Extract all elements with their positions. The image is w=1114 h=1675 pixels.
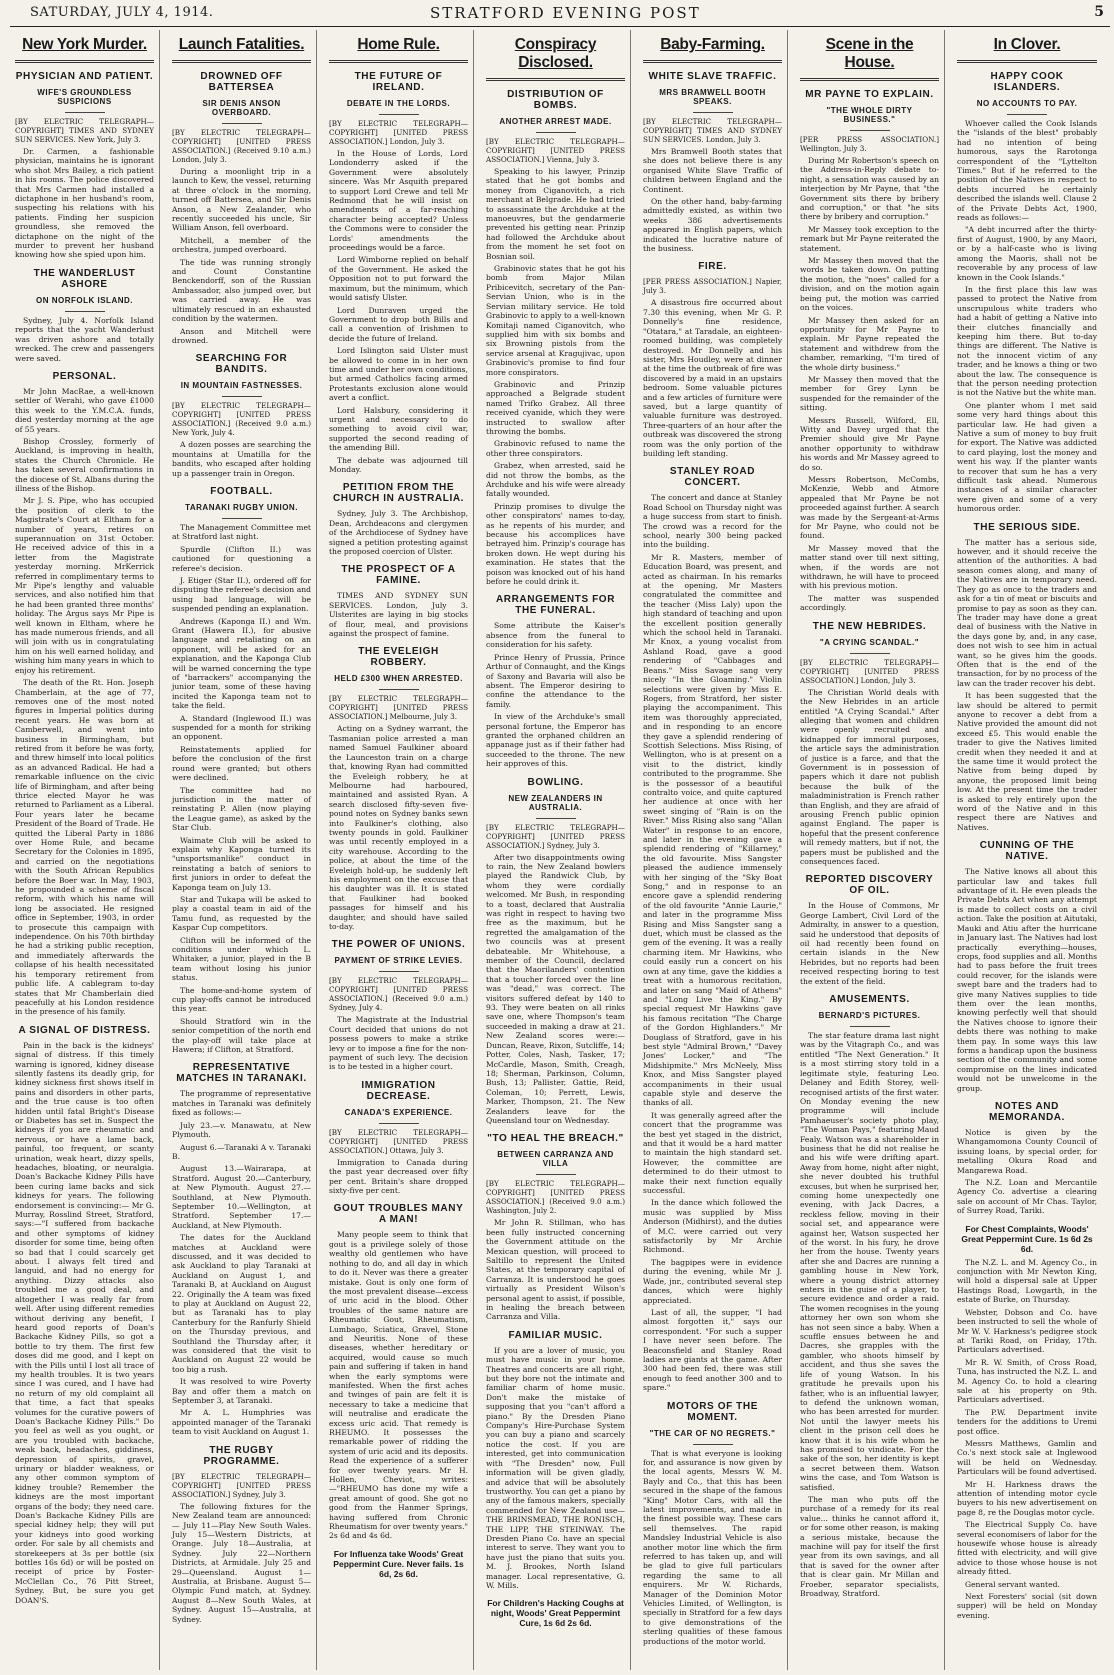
article-paragraph: Messrs Robertson, McCombs, McKenzie, Webb and Atmore appealed that Mr Payne be not proceeded against further. A search was made by the Sergeant-at-Arms for Mr Payne, who could not be found. — [800, 475, 939, 541]
section-divider — [379, 114, 419, 115]
section-heading: IMMIGRATION DECREASE. — [361, 1079, 436, 1102]
article-paragraph: TIMES AND SYDNEY SUN SERVICES. London, July 3. Ulsterites are laying in big stocks of flour, meal, and provisions against the prospect of famine. — [329, 591, 468, 639]
article-paragraph: Some attribute the Kaiser's absence from the funeral to consideration for his safety. — [486, 621, 625, 650]
article-paragraph: The N.Z. Loan and Mercantile Agency Co. advertise a clearing sale on account of Mr Chas. Taylor, of Surrey Road, Tariki. — [957, 1178, 1097, 1216]
article-paragraph: The matter has a serious side, however, and it should receive the attention of the authorities. A bad season comes along, and many of the Natives are in temporary need. They go as once to the traders and ask for a tin of meat or biscuits and promise to pay as soon as they can. The trader may have done a great deal of business with the Native in the days gone by, and, in any case, does not wish to see him in actual want, so he gives him the goods. Often that is the end of the transaction, for by no process of the law can the trader recover his debt. — [957, 537, 1097, 688]
sub-heading: SIR DENIS ANSON OVERBOARD. — [202, 99, 281, 117]
article-paragraph: Mr R. Masters, member of Education Board, was present, and acted as chairman. In his remarks at the opening, Mr Masters congratulated the committee and the teacher (Miss Laly) upon the high standard of teaching and upon the excellent position generally which the school held in Taranaki. Mr Knox, a young vocalist from Ashland Road, gave a good rendering of "Cabbages and Beans." Miss Savage sang very nicely "In the Gloaming." Violin selections were given by Miss E. Rogers, from Stratford, her sister playing the accompaniment. This item was thoroughly appreciated, and in responding to an encore they gave a splendid rendering of Scottish Selections. Miss Rising, of Wellington, who is at present on a visit to the district, kindly contributed to the programme. She is the possessor of a beautiful contralto voice, and quite captured her audience at once with her sweet singing of "Rain is on the River." Miss Rising also sang "Allan Water" in response to an encore, and later in the evening gave a splendid rendering of "Killarney," the old favourite. Miss Sangster pleased the audience immensely with her singing of the "Sky Boat Song," and in response to an encore gave a splendid rendering of the old favourite "Annie Laurie," and later in the programme Miss Rising and Miss Sangster sang a duet, which must be classed as the gem of the evening. It was a really charming item. Mr Hawkins, who could easily run a concert on his own at any time, gave the kiddies a treat with a humorous recitation, and later on sang "Maid of Athens" and "Long Live the King." By special request Mr Hawkins gave his famous recitation "The Charge of the Gordon Highlanders." Mr Douglass of Stratford, gave in his best style "Admiral Brown," "Davey Jones' Locker," and "The Midshipmite." Mrs McNeely, Miss Knox, and Miss Sangster played accompaniments in their usual capable style and deserve the thanks of all. — [643, 552, 782, 1108]
article-paragraph: "A debt incurred after the thirty-first of August, 1900, by any Maori, or by a half-caste who is living among the Maoris, shall not be recoverable by any process of law known in the Cook Islands." — [957, 225, 1097, 282]
column-headline: In Clover. — [993, 36, 1061, 53]
section-heading: STANLEY ROAD CONCERT. — [669, 466, 756, 489]
article-paragraph: During Mr Robertson's speech on the Address-in-Reply debate to-night, a sensation was caused by an interjection by Mr Payne, that "the Government sits there by bribery and corruption," or that "he sits there by bribery and corruption." — [800, 156, 939, 222]
article-paragraph: Mr Massey then moved that the words be taken down. On putting the motion, the "noes" called for a division, and on the motion again being put, the motion was carried on the voices. — [800, 256, 939, 313]
column-headline: Home Rule. — [357, 36, 440, 53]
section-divider — [379, 1123, 419, 1124]
sub-heading: "THE WHOLE DIRTY BUSINESS." — [826, 106, 913, 124]
article-paragraph: On the other hand, baby-farming admittedly existed, as within two weeks 386 advertisements appeared in English papers, which indicated the lucrative nature of the business. — [643, 197, 782, 254]
section-heading: GOUT TROUBLES MANY A MAN! — [333, 1203, 464, 1226]
advertisement: For Influenza take Woods' Great Peppermint Cure. Never fails. 1s 6d, 2s 6d. — [333, 1548, 464, 1579]
article-paragraph: It was generally agreed after the concert that the programme was the best yet staged in the district, and that it would be a hard matter to maintain the high standard set. However, the committee are determined to do their utmost to make their next function equally successful. — [643, 1110, 782, 1196]
sub-heading: CANADA'S EXPERIENCE. — [344, 1107, 453, 1117]
article-paragraph: Whoever called the Cook Islands the "islands of the blest" probably had no intention of being humorous, says the Rarotonga correspondent of the "Lyttelton Times." But if he referred to the position of the Natives in respect to debts incurred he certainly described the islands well. Clause 2 of the Private Debts Act, 1900, reads as follows:— — [957, 119, 1097, 223]
column-headline: New York Murder. — [22, 36, 147, 53]
article-paragraph: Lord Dunraven urged the Government to drop both Bills and call a convention of Irishmen to decide the future of Ireland. — [329, 305, 468, 343]
article-paragraph: July 23.—v. Manawatu, at New Plymouth. — [172, 1120, 311, 1140]
article-paragraph: Grabinovic states that he got his bomb from Major Milan Pribicevitch, secretary of the Pan-Servian Union, who is in the Servian military service. He told Grabinovic to apply to a well-known Komitaji named Ciganovitch, who supplied him with six bombs and six Browning pistols from the service arsenal at Kragujivac, upon Grabinovic's promise to find four more conspirators. — [486, 264, 625, 377]
column-headline: Launch Fatalities. — [178, 36, 305, 53]
article-paragraph: Mr John R. Stillman, who has been fully instructed concerning the Government attitude on the Mexican question, will proceed to Saltillo to represent the United States, at the temporary capital of Carranza. It is understood he goes virtually as President Wilson's personal agent to assist, if possible, in healing the breach between Carranza and Villa. — [486, 1218, 625, 1322]
article-paragraph: Mr Massey then moved that the member for Grey Lynn be suspended for the remainder of the sitting. — [800, 374, 939, 413]
article-paragraph: Bishop Crossley, formerly of Auckland, is improving in health, states the Church Chronicle. He has taken several confirmations in the diocese of St. Albans during the illness of the Bishop. — [15, 436, 154, 493]
section-heading: THE FUTURE OF IRELAND. — [354, 71, 443, 93]
section-divider — [536, 132, 576, 133]
masthead — [0, 0, 1114, 26]
dateline-credit: [PER PRESS ASSOCIATION.] Wellington, July 3. — [800, 135, 939, 153]
column-4 — [481, 30, 631, 1670]
section-divider — [850, 130, 890, 131]
article-paragraph: August 6.—Taranaki A v. Taranaki B. — [172, 1142, 311, 1161]
section-heading: FIRE. — [698, 261, 727, 273]
section-divider — [65, 311, 105, 312]
dateline-credit: [BY ELECTRIC TELEGRAPH—COPYRIGHT] [UNITED PRESS ASSOCIATION.] Sydney, July 3. — [486, 822, 625, 850]
sub-heading: DEBATE IN THE LORDS. — [346, 99, 451, 108]
article-paragraph: The following fixtures for the New Zealand team are announced:— July 11—Play New South Wales. July 15—Western Districts, at Orange. July 18—Australia, at Sydney. July 22—Northern Districts, at Armidale. July 25 and 29—Queensland. August 1—Australia, at Brisbane. August 5—Olympic Fund match, at Sydney. August 8—New South Wales, at Sydney. August 15—Australia, at Sydney. — [172, 1501, 311, 1624]
column-2 — [167, 30, 317, 1670]
article-paragraph: It was resolved to wire Poverty Bay and offer them a match on September 3, at Taranaki. — [172, 1377, 311, 1406]
dateline-credit: [BY ELECTRIC TELEGRAPH—COPYRIGHT] [UNITED PRESS ASSOCIATION.] Ottawa, July 3. — [329, 1127, 468, 1155]
sub-heading: ANOTHER ARREST MADE. — [499, 117, 612, 126]
article-paragraph: During a moonlight trip in a launch to Kew, the vessel, returning at three o'clock in the morning, turned off Battersea, and Sir Denis Anson, a New Zealander, who recently succeeded his uncle, Sir William Anson, fell overboard. — [172, 167, 311, 233]
article-paragraph: August 13.—Wairarapa, at Stratford. August 20.—Canterbury, at New Plymouth. August 27.—Southland, at New Plymouth. September 10.—Wellington, at Stratford. September 17.—Auckland, at New Plymouth. — [172, 1164, 311, 1230]
article-paragraph: Messrs Russell, Wilford, Ell, Witty and Davey urged that the Premier should give Mr Payne another opportunity to withdraw his words and Mr Massey agreed to do so. — [800, 415, 939, 472]
article-paragraph: Mitchell, a member of the orchestra, jumped overboard. — [172, 235, 311, 255]
article-paragraph: Lord Halsbury, considering it urgent and necessary to do something to avoid civil war, supported the second reading of the amending Bill. — [329, 405, 468, 453]
section-heading: DROWNED OFF BATTERSEA — [200, 71, 283, 93]
section-heading: CUNNING OF THE NATIVE. — [979, 840, 1075, 863]
section-divider — [222, 518, 262, 519]
article-paragraph: Mr A. L. Humphries was appointed manager of the Taranaki team to visit Auckland on August 1. — [172, 1408, 311, 1437]
column-3 — [324, 30, 474, 1670]
article-paragraph: Lord Islington said Ulster must be allowed to come in in her own time and under her own conditions, but armed Catholics facing armed Protestants exclusion alone would avert a conflict. — [329, 346, 468, 403]
article-paragraph: A dozen posses are searching the mountains at Umatilla for the bandits, who escaped after holding up a passenger train in Oregon. — [172, 440, 311, 478]
article-paragraph: That is what everyone is looking for, and assurance is now given by the local agents, Messrs W. M. Bayly and Co., that this has been secured in the shape of the famous "King" Motor Cars, with all the latest improvements, and made in the finest possible way. These cars sell themselves. The rapid Mandsley Industrial Vehicle is also another motor line which the firm referred to has taken up, and will be glad to give full particulars regarding the same to all enquirers. Mr W. Richards, Manager of the Dominion Motor Vehicles Limited, of Wellington, is specially in Stratford for a few days to give demonstrations of the sterling qualities of these famous productions of the motor world. — [643, 1448, 782, 1646]
section-divider — [65, 112, 105, 113]
section-heading: "TO HEAL THE BREACH." — [487, 1133, 624, 1145]
article-paragraph: Clifton will be informed of the conditions under which L. Whitaker, a junior, played in the B team without losing his junior status. — [172, 935, 311, 983]
section-divider — [693, 1444, 733, 1445]
article-paragraph: The Management Committee met at Stratford last night. — [172, 522, 311, 542]
section-heading: THE POWER OF UNIONS. — [331, 939, 466, 951]
sub-heading: ON NORFOLK ISLAND. — [36, 295, 133, 305]
section-divider — [850, 1026, 890, 1027]
sub-heading: HELD £300 WHEN ARRESTED. — [334, 674, 463, 684]
sub-heading: NO ACCOUNTS TO PAY. — [976, 99, 1078, 108]
article-paragraph: Many people seem to think that gout is a privilege solely of those wealthy old gentlemen who have nothing to do, and all day in which to do it. Never was there a greater mistake. Gout is only one form of the most prevalent disease—excess of uric acid in the blood. Other troubles of the same nature are Rheumatic Gout, Rheumatism, Lumbago, Sciatica, Gravel, Stone and Neuritis. None of these diseases, whether hereditary or acquired, would cause so much pain and suffering if taken in hand when the early symptoms were manifested. When the first aches and twinges of pain are felt it is necessary to take a medicine that will neutralise and eradicate the excess uric acid. That remedy is RHEUMO. It possesses the remarkable power of ridding the system of uric acid and its deposits. Read the experience of a sufferer for over twenty years. Mr H. Hollen, Cheviot, writes:—"RHEUMO has done my wife a great amount of good. She got no good from the Hanmer Springs, having suffered from Chronic Rheumatism for over twenty years." 2s 6d and 4s 6d. — [329, 1230, 468, 1541]
section-divider — [693, 112, 733, 113]
section-divider — [1007, 114, 1047, 115]
column-6 — [795, 30, 945, 1670]
article-paragraph: The concert and dance at Stanley Road School on Thursday night was a huge success from start to finish. The crowd was a record for the school, nearly 300 being packed into the building. — [643, 493, 782, 550]
dateline-credit: [BY ELECTRIC TELEGRAPH—COPYRIGHT] [UNITED PRESS ASSOCIATION.] Vienna, July 3. — [486, 137, 625, 164]
article-paragraph: Anson and Mitchell were drowned. — [172, 326, 311, 345]
article-paragraph: The matter was suspended accordingly. — [800, 593, 939, 613]
article-paragraph: Mrs Bramwell Booth states that she does not believe there is any organised White Slave Traffic of children between England and the Continent. — [643, 147, 782, 194]
section-divider — [222, 396, 262, 397]
section-heading: PHYSICIAN AND PATIENT. — [15, 71, 154, 82]
article-paragraph: The Christian World deals with the New Hebrides in an article entitled "A Crying Scandal." After alleging that women and children were openly recruited and kidnapped for immoral purposes, the article says the administration of justice is a farce, and that the Government is in possession of papers which it dare not publish because the bulk of the maladministration is French rather than English, and they are afraid of arousing French public opinion against England. The paper is hopeful that the present conference will remedy matters, but if not, the papers must be published and the consequences faced. — [800, 687, 939, 866]
dateline-credit: [BY ELECTRIC TELEGRAPH—COPYRIGHT] [UNITED PRESS ASSOCIATION.] (Received 9.10 a.m.) London, July 3. — [172, 128, 311, 164]
section-divider — [379, 689, 419, 690]
dateline-credit: [BY ELECTRIC TELEGRAPH—COPYRIGHT] [UNITED PRESS ASSOCIATION.] London, July 3. — [329, 119, 468, 146]
article-paragraph: After two disappointments owing to rain, the New Zealand bowlers played the Randwick Club, by whom they were cordially welcomed. Mr Bush, in responding to a toast, declared that Australia was right in respect to having two free as the maximum, but he regretted the amalgamation of the two councils was at present debateable. Mr Whitehouse, a member of the Council, declared that the Maorilanders' contention that a toucher forced over the line was "dead," was correct. The visitors suffered defeat by 140 to 93. They were beaten on all rinks save one, where Thompson's team succeeded in making a draw at 21. New Zealand scores were:—Duncan, Reave, Rixon, Sutcliffe, 14; Potter, Coles, Nash, Tasker, 17; McCardle, Mason, Smith, Creagh, 18; Sherman, Parkinson, Column, Bush, 13; Pallister, Gattie, Reid, Coleman, 10; Perrett, Lewis, Marker, Thompson, 21. The New Zealanders leave for the Queensland tour on Wednesday. — [486, 852, 625, 1125]
article-paragraph: The N.Z. L. and M. Agency Co., in conjunction with Mr Newton King, will hold a dispersal sale at Upper Hastings Road, Lowgarth, in the estate of Burke, on Thursday. — [957, 1257, 1097, 1305]
sub-heading: NEW ZEALANDERS IN AUSTRALIA. — [508, 793, 603, 812]
article-paragraph: Mr J. S. Pipe, who has occupied the position of clerk to the Magistrate's Court at Eltham for a number of years, retires on superannuation on 31st October. He received advice of this in a letter from the Magistrate yesterday morning. MrKerrick referred in complimentary terms to Mr Pipe's lengthy and valuable services, and also notified him that he had been granted three months' holiday. The Argus says Mr Pipe is well known in Eltham, where he has made numerous friends, and all will join with us in congratulating him on his well earned holiday, and wishing him many years in which to enjoy his retirement. — [15, 496, 154, 675]
advertisement: For Chest Complaints, Woods' Great Peppermint Cure. 1s 6d 2s 6d. — [961, 1223, 1093, 1254]
section-heading: NOTES AND MEMORANDA. — [989, 1101, 1065, 1123]
article-paragraph: Last of all, the supper, "I had almost forgotten it," says our correspondent. "For such a supper I have never seen before. The Beaconsfield and Stanley Road ladies are giants at the game. After 300 had been fed, there was still enough to feed another 300 and to spare." — [643, 1307, 782, 1393]
issue-date: SATURDAY, JULY 4, 1914. — [30, 5, 214, 20]
headline-rule — [643, 60, 782, 63]
article-paragraph: Acting on a Sydney warrant, the Tasmanian police arrested a man named Samuel Faulkiner aboard the Launceston train on a charge that, knowing Ryan had committed the Eveleigh robbery, he at Melbourne had harboured, maintained and assisted Ryan. A search disclosed fifty-seven five-pound notes on Sydney banks sewn into Faulkiner's clothing, also twenty pounds in gold. Faulkiner was until recently employed in a city warehouse. According to the police, at about the time of the Eveleigh hold-up, he suddenly left his employment on the excuse that his daughter was ill. It is stated that Faulkiner had booked passages for himself and his daughter, and should have sailed to-day. — [329, 724, 468, 931]
article-paragraph: In the House of Commons, Mr George Lambert, Civil Lord of the Admiralty, in answer to a question, said he understood that deposits of oil had recently been found on certain islands in the New Hebrides, but no reports had been received respecting boring to test the extent of the field. — [800, 901, 939, 986]
page-number: 5 — [1094, 4, 1104, 20]
article-paragraph: Grabez, when arrested, said he did not throw the bombs, as the Archduke and his wife were already fatally wounded. — [486, 461, 625, 499]
section-heading: THE WANDERLUST ASHORE — [33, 267, 136, 290]
article-paragraph: One planter whom I met said some very hard things about this particular law. He had given a Native a sum of money to buy fruit for export. The Native was addicted to card playing, lost the money and went his way. If the planter wants to recover that sum he has a very difficult task ahead. Numerous instances of a similar character were given and some of a very humorous order. — [957, 400, 1097, 514]
section-heading: THE EVELEIGH ROBBERY. — [358, 646, 439, 669]
column-1 — [10, 30, 160, 1670]
article-paragraph: Mr Massey took exception to the remark but Mr Payne reiterated the statement. — [800, 224, 939, 253]
section-heading: AMUSEMENTS. — [829, 994, 910, 1006]
article-paragraph: Prinzip promises to divulge the other conspirators' names to-day, as he repents of his murder, and because his accomplices have betrayed him. Prinzip's courage has broken down. He wept during his examination. He states that the poison was knocked out of his hand before he could drink it. — [486, 501, 625, 587]
article-paragraph: The dates for the Auckland matches at Auckland were discussed, and it was decided to ask Auckland to play Taranaki at Auckland on August 1, and Taranaki B, at Auckland on August 22. Originally the A team was fixed to play at Auckland on August 22, but as Taranaki has to play Canterbury for the Ranfurly Shield on the Thursday previous, and Southland the Thursday after, it was considered that the visit to Auckland on August 22 would be too big a rush. — [172, 1233, 311, 1374]
article-paragraph: General servant wanted. — [965, 1579, 1060, 1589]
article-paragraph: Mr H. Harkness draws the attention of intending motor cycle buyers to his new advertisement on page 8, re the Douglas motor cycle. — [957, 1479, 1097, 1517]
article-paragraph: Messrs Matthews, Gamlin and Co.'s next stock sale at Inglewood will be held on Wednesday. Particulars will be found advertised. — [957, 1438, 1097, 1477]
article-paragraph: The home-and-home system of cup play-offs cannot be introduced this year. — [172, 985, 311, 1014]
article-paragraph: Mr John MacRae, a well-known settler of Werahi, who gave £1000 this week to the Y.M.C.A. funds, died yesterday morning at the age of 55 years. — [15, 386, 154, 434]
article-paragraph: Webster, Dobson and Co. have been instructed to sell the whole of Mr W. V. Harkness's pedigree stock at Tariki Road, on Friday, 17th. Particulars advertised. — [957, 1307, 1097, 1355]
sub-heading: BETWEEN CARRANZA AND VILLA — [497, 1150, 614, 1169]
dateline-credit: [BY ELECTRIC TELEGRAPH—COPYRIGHT] [UNITED PRESS ASSOCIATION.] Melbourne, July 3. — [329, 694, 468, 722]
headline-rule — [172, 60, 311, 63]
article-paragraph: Mr R. W. Smith, of Cross Road, Tuna, has instructed the N.Z. L. and M. Agency Co. to hold a clearing sale at his property on 9th. Particulars advertised. — [957, 1357, 1097, 1405]
article-paragraph: In the dance which followed the music was supplied by Miss Anderson (Midhirst), and the duties of M.C. were carried out very satisfactorily by Mr Archie Richmond. — [643, 1198, 782, 1255]
article-paragraph: Sydney, July 3. The Archbishop, Dean, Archdeacons and clergymen of the Archdiocese of Sydney have signed a petition protesting against the proposed coercion of Ulster. — [329, 509, 468, 557]
section-divider — [379, 971, 419, 972]
dateline-credit: [BY ELECTRIC TELEGRAPH—COPYRIGHT] [UNITED PRESS ASSOCIATION.] London, July 3. — [800, 657, 939, 685]
section-heading: ARRANGEMENTS FOR THE FUNERAL. — [495, 594, 616, 617]
section-heading: A SIGNAL OF DISTRESS. — [18, 1024, 151, 1036]
dateline-credit: [BY ELECTRIC TELEGRAPH—COPYRIGHT] [UNITED PRESS ASSOCIATION.] (Received 9.0 a.m.) New York, July 4. — [172, 401, 311, 438]
headline-rule — [957, 60, 1097, 63]
article-paragraph: The death of the Rt. Hon. Joseph Chamberlain, at the age of 77, removes one of the most noted figures in Imperial politics during recent years. He was born at Camberwell, and went into business in Birmingham, but retired from it before he was forty, and threw himself into local politics as an advanced Radical. He had a remarkable influence on the civic life of Birmingham, and after being thrice elected Mayor he was returned to Parliament as a Liberal. Four years later he became President of the Board of Trade. He quitted the Liberal Party in 1886 over Home Rule, and became Secretary for the Colonies in 1895, and carried on the negotiations with the South African Republics before the Boer war. In May, 1903, he propounded a scheme of fiscal reform, with which his name will long be associated. He resigned office in September, 1903, in order to prosecute this campaign with independence. On his 70th birthday he had a striking public reception, and immediately afterwards the collapse of his health necessitated his temporary retirement from public life. A cablegram to-day states that Mr Chamberlain died peacefully at his London residence in the presence of his family. — [15, 678, 154, 1017]
article-paragraph: If you are a lover of music, you must have music in your home. Theatres and concerts are all right, but they bore not the intimate and familiar charm of home music. Don't make the mistake of supposing that you "can't afford a piano." By the Dresden Piano Company's Hire-Purchase System you can buy a piano and scarcely notice the cost. If you are interested, get into communication with "The Dresden" now, Full information will be given gladly, and advice that will be absolutely trustworthy. You can get a piano by any of the famous makers, specially commended for New Zealand use—THE BRINSMEAD, THE RONISCH, THE LIPP, THE STEINWAY. The Dresden Piano Co. have an special interest to serve. They want you to have just the piano that suits you. M. J. Brookes, North Island manager. Local representative, G. W. Mills. — [486, 1345, 625, 1590]
article-paragraph: A disastrous fire occurred about 7.30 this evening, when Mr G. P. Donnelly's fine residence, "Otatara," at Taradale, an eighteen-roomed building, was completely destroyed. Mr Donnelly and his sister, Mrs Houdley, were at dinner at the time the outbreak of fire was discovered by a maid in an upstairs bedroom. Some valuable pictures and a few articles of furniture were saved, but a large quantity of valuable furniture was destroyed. Three-quarters of an hour after the outbreak was discovered the strong room was the only portion of the building left standing. — [643, 298, 782, 458]
section-heading: BOWLING. — [527, 776, 584, 788]
sub-heading: PAYMENT OF STRIKE LEVIES. — [334, 956, 463, 966]
article-paragraph: The bagpipes were in evidence during the evening, while Mr J. Wade, jnr., contributed several step dances, which were highly appreciated. — [643, 1257, 782, 1305]
section-heading: THE PROSPECT OF A FAMINE. — [341, 564, 456, 587]
article-paragraph: Mr Massey moved that the matter stand over till next sitting, when, if the words are not withdrawn, he will have to proceed with his previous motion. — [800, 543, 939, 591]
section-divider — [536, 818, 576, 819]
newspaper-title: STRATFORD EVENING POST — [430, 4, 701, 22]
article-paragraph: Mr Massey then asked for an opportunity for Mr Payne to explain. Mr Payne repeated the statement and withdrew from the chamber, remarking, "I'm tired of the whole dirty business." — [800, 315, 939, 372]
article-paragraph: Pain in the back is the kidneys' signal of distress. If this timely warning is ignored, kidney disease silently fastens its deadly grip, for kidney sickness first shows itself in pains and disorders in other parts, and the true cause is too often hidden until fatal Bright's Disease or Diabetes has set in. Suspect the kidneys if you are rheumatic and nervous, or have a lame back, painful, too frequent, or scanty urination, weak heart, dizzy spells, headaches, bloating, or neuralgia. Doan's Backache Kidney Pills have been curing lame backs and sick kidneys for years. The following endorsement is convincing:— Mr G. Murray, Rosslind Street, Stratford, says:—"I suffered from backache and other symptoms of kidney disorder for some time, being often so bad that I could scarcely get about. I always felt tired and languid, and had no energy for anything. Dizzy attacks also troubled me a good deal, and altogether I was really far from well. After using different remedies without deriving any benefit, I heard good reports of Doan's Backache Kidney Pills, so got a bottle to try them. The first few doses did me good, and I kept on with the Pills until I lost all trace of my health troubles. It is two years since I was cured, and I have had no return of my old complaint all that time, a fact that speaks volumes for the curative powers of Doan's Backache Kidney Pills." Do you feel as well as you ought, or are you troubled with backache, weak back, headaches, giddiness, depression of spirits, gravel, urinary or bladder weakness, or any other common symptom of kidney trouble? Remember the kidneys are the most important organs of the body; they need care. Doan's Backache Kidney Pills are special kidney help; they will put your kidneys into good working order. For sale by all chemists and storekeepers at 3s per bottle (six bottles 16s 6d) or will be posted on receipt of price by Foster-McClellan Co., 76 Pitt Street, Sydney. But, be sure you get DOAN'S. — [15, 1040, 154, 1605]
article-paragraph: It has been suggested that the law should be altered to permit anyone to recover a debt from a Native provided the amount did not exceed £5. This would enable the trader to give the Natives limited credit when they needed it and at the same time it would protect the Native from being duped by anyone, the proposed limit being low. At the present time the trader is asked to rely entirely upon the word of the Native and in this respect there are Natives and Natives. — [957, 691, 1097, 832]
sub-heading: "A CRYING SCANDAL." — [819, 637, 920, 647]
article-paragraph: The Native knows all about this particular law and takes full advantage of it. He even pleads the Private Debts Act when any attempt is made to collect costs on a civil action. Take the position at Aitutaki, Mauki and Atiu after the hurricane in January last. The Natives had lost practically everything—houses, crops, food supplies and all. Months had to pass before the fruit trees could recover, for the islands were swept bare and the traders had to give many Natives supplies to tide them over the lean months, knowing perfectly well that should the Natives choose to ignore their debts there was nothing to make them pay. In some ways this law forms a handicap upon the business section of the community and some compromise on the lines indicated would not be unwelcome in the group. — [957, 867, 1097, 1093]
section-heading: THE NEW HEBRIDES. — [812, 620, 927, 632]
section-heading: PERSONAL. — [52, 370, 117, 382]
column-7 — [952, 30, 1102, 1670]
article-paragraph: Speaking to his lawyer, Prinzip stated that he got bombs and money from Ciganovitch, a rich merchant at Belgrade. He had tried to assassinate the Archduke at the manoeuvres, but the gendarmerie prevented his getting near. Prinzip had followed the Archduke about from the moment he set foot on Bosnian soil. — [486, 167, 625, 261]
sub-heading: TARANAKI RUGBY UNION. — [185, 502, 298, 512]
article-paragraph: The tide was running strongly and Count Constantine Benckendorff, son of the Russian Ambassador, also jumped over, but was carried away. He was ultimately rescued in an exhausted condition by the watermen. — [172, 257, 311, 324]
column-headline: Scene in the House. — [825, 36, 914, 71]
section-heading: SEARCHING FOR BANDITS. — [195, 353, 288, 376]
article-paragraph: Dr. Carmen, a fashionable physician, maintains he is ignorant who shot Mrs Bailey, a rich patient in his rooms. The police discovered that Mrs Carmen had installed a dictaphone in her husband's room, suspecting his relations with his patients. Finding her suspicion groundless, she removed the dictaphone on the night of the murder to prevent her husband knowing how she spied upon him. — [15, 147, 154, 260]
section-heading: WHITE SLAVE TRAFFIC. — [648, 71, 777, 82]
article-paragraph: The P.W. Department invite tenders for the additions to Uremi post office. — [957, 1407, 1097, 1436]
dateline-credit: [BY ELECTRIC TELEGRAPH—COPYRIGHT] [UNITED PRESS ASSOCIATION.] Sydney, July 3. — [172, 1471, 311, 1499]
article-paragraph: The man who puts off the purchase of a remedy for its real value... thinks he cannot afford it, or for some other reason, is making a serious mistake, because the machine will pay for itself the first year from its own savings, and all that is saved for the owner after that is clear gain. Mr Millan and Froeber, separator specialists, Broadway, Stratford. — [800, 1494, 939, 1599]
section-divider — [536, 1174, 576, 1175]
article-paragraph: Prince Henry of Prussia, Prince Arthur of Connaught, and the Kings of Saxony and Bavaria will also be absent. The Emperor desiring to confine the attendance to the family. — [486, 652, 625, 709]
headline-rule — [15, 60, 154, 63]
advertisement: For Children's Hacking Coughs at night, Woods' Great Peppermint Cure, 1s 6d 2s 6d. — [487, 1598, 624, 1629]
article-paragraph: A. Standard (Inglewood II.) was suspended for a month for striking an opponent. — [172, 713, 311, 742]
column-headline: Conspiracy Disclosed. — [514, 36, 597, 71]
section-divider — [222, 123, 262, 124]
column-5 — [638, 30, 788, 1670]
section-heading: HAPPY COOK ISLANDERS. — [990, 71, 1064, 93]
article-paragraph: Star and Tukapa will be asked to play a coastal team in aid of the Tamu fund, as requested by the Kaspar Cup competitors. — [172, 894, 311, 933]
section-heading: REPRESENTATIVE MATCHES IN TARANAKI. — [176, 1062, 307, 1085]
section-heading: THE SERIOUS SIDE. — [973, 521, 1081, 533]
sub-heading: MRS BRAMWELL BOOTH SPEAKS. — [659, 88, 766, 106]
sub-heading: IN MOUNTAIN FASTNESSES. — [180, 381, 303, 391]
section-heading: MOTORS OF THE MOMENT. — [667, 1400, 758, 1423]
dateline-credit: [BY ELECTRIC TELEGRAPH—COPYRIGHT] TIMES AND SYDNEY SUN SERVICES. New York, July 3. — [15, 117, 154, 144]
section-heading: THE RUGBY PROGRAMME. — [203, 1444, 280, 1467]
article-paragraph: The star feature drama last night was by the Vitagraph Co., and was entitled "The Next Generation." It is a most stirring story told in a legitimate style, featuring Leo. Delaney and Edith Storey, well-recognised artists of the first water. On Monday evening the new programme will include Pamhaeuser's society photo play, "The Woman Pays," featuring Maud Fealy. Watson was a shareholder in business that he did not realise he and his wife were drifting apart. Away from home, night after night, she never doubted his truthful excuses, but when he surprised her, coming home unexpectedly one evening, with Jack Dacres, a reckless fellow, moving in their social set, and appearance were against her, Watson suspected her of the worst. In his fury, he drove her from the house. Twenty years after she and Dacres are running a gambling house in New York, where a young district attorney enters in the guise of a player, to secure evidence and order a raid. The women recognises in the young attorney her own son whom she has not seen since a baby. When a scuffle ensues between he and Dacres, she grapples with the gambler, who shoots himself by accident, and thus she saves the life of young Watson. In his gratitude he prevails upon his father, who is an influential lawyer, to defend the unknown woman, who has been arrested for murder. Not until the lawyer meets his client in the prison cell does he know that it is his wife whom he has promised to vindicate. For the sake of the son, her identity is kept a secret between them. Watson wins the case, and Tom Watson is satisfied. — [800, 1031, 939, 1492]
article-paragraph: Waimate Club will be asked to explain why Kaponga turned its "unsportsmanlike" conduct in reinstating a batch of seniors to first juniors in order to defeat the Kaponga team on July 13. — [172, 835, 311, 892]
dateline-credit: [PER PRESS ASSOCIATION.] Napier, July 3. — [643, 277, 782, 296]
section-heading: FOOTBALL. — [210, 485, 273, 497]
article-paragraph: In view of the Archduke's small personal fortune, the Emperor has granted the orphaned children an appanage just as if their father had succeeded to the throne. The new heir approves of this. — [486, 712, 625, 769]
newspaper-columns — [10, 30, 1110, 1670]
article-paragraph: Spurdle (Clifton II.) was cautioned for questioning a referee's decision. — [172, 544, 311, 573]
column-headline: Baby-Farming. — [660, 36, 765, 53]
sub-heading: WIFE'S GROUNDLESS SUSPICIONS — [37, 88, 132, 106]
sub-heading: BERNARD'S PICTURES. — [818, 1011, 921, 1021]
headline-rule — [800, 78, 939, 81]
article-paragraph: Grabinovic refused to name the other three conspirators. — [486, 439, 625, 458]
article-paragraph: Should Stratford win in the senior competition of the north end the play-off will take place at Hawera; if Clifton, at Stratford. — [172, 1016, 311, 1055]
headline-rule — [486, 78, 625, 81]
article-paragraph: In the House of Lords, Lord Londonderry asked if the Government were absolutely sincere. Was Mr Asquith prepared to support Lord Crewe and tell Mr Redmond that he will insist on amendments of a far-reaching character being accepted? Unless the Commons were to consider the Lords' amendments the proceedings would be a farce. — [329, 149, 468, 253]
article-paragraph: Immigration to Canada during the past year decreased over fifty per cent. Britain's share dropped sixty-five per cent. — [329, 1157, 468, 1196]
article-paragraph: Notice is given by the Whangamomona County Council of issuing loans, by special order, for metalling Okura Road and Mangarewa Road. — [957, 1128, 1097, 1175]
section-heading: MR PAYNE TO EXPLAIN. — [805, 89, 934, 100]
article-paragraph: Grabinovic and Prinzip approached a Belgrade student named Trifko Grabez. All three received cyanide, which they were instructed to swallow after throwing the bombs. — [486, 379, 625, 436]
section-divider — [850, 653, 890, 654]
article-paragraph: Reinstatements applied for before the conclusion of the first round were granted; but others were declined. — [172, 744, 311, 783]
article-paragraph: The Electrical Supply Co. have several economisers of labor for the housewife whose house is already fitted with electricity, and will give advice to those whose house is not already fitted. — [957, 1520, 1097, 1577]
article-paragraph: The debate was adjourned till Monday. — [329, 455, 468, 474]
article-paragraph: J. Etiger (Star II.), ordered off for disputing the referee's decision and using bad language, will be suspended pending an explanation. — [172, 575, 311, 614]
article-paragraph: Andrews (Kaponga II.) and Wm. Grant (Hawera II.), for abusive language and retaliating on an opponent, will be asked for an explanation, and the Kaponga Club will be warned concerning the type of "barrackers" accompanying the junior team, some of these having incited the Kaponga team not to take the field. — [172, 616, 311, 711]
headline-rule — [329, 60, 468, 63]
article-paragraph: The committee had no jurisdiction in the matter of reinstating P. Allen (now playing the League game), as asked by the Star Club. — [172, 785, 311, 833]
dateline-credit: [BY ELECTRIC TELEGRAPH—COPYRIGHT] [UNITED PRESS ASSOCIATION.] (Received 9.0 a.m.) Sydney, July 4. — [329, 976, 468, 1013]
article-paragraph: Lord Wimborne replied on behalf of the Government. He asked the Opposition not to put forward the maximum, but the minimum, which would satisfy Ulster. — [329, 255, 468, 303]
article-paragraph: The Magistrate at the Industrial Court decided that unions do not possess powers to make a strike levy or to impose a fine for the non-payment of such levy. The decision is to be tested in a higher court. — [329, 1015, 468, 1072]
article-paragraph: Next Foresters' social (sit down supper) will be held on Monday evening. — [957, 1592, 1097, 1620]
section-heading: REPORTED DISCOVERY OF OIL. — [805, 874, 934, 897]
article-paragraph: The programme of representative matches in Taranaki was definitely fixed as follows:— — [172, 1089, 311, 1118]
section-heading: DISTRIBUTION OF BOMBS. — [507, 89, 604, 111]
section-heading: FAMILIAR MUSIC. — [508, 1329, 603, 1341]
dateline-credit: [BY ELECTRIC TELEGRAPH—COPYRIGHT] TIMES AND SYDNEY SUN SERVICES. London, July 3. — [643, 117, 782, 144]
masthead-rule — [10, 26, 1110, 27]
sub-heading: "THE CAR OF NO REGRETS." — [649, 1428, 776, 1438]
section-heading: PETITION FROM THE CHURCH IN AUSTRALIA. — [332, 482, 465, 505]
article-paragraph: In the first place this law was passed to protect the Native from unscrupulous white traders who had a habit of getting a Native into their clutches financially and keeping him there. But to-day things are different. The Native is not the innocent victim of any trader, and he knows a thing or two about the law. The consequence is that the person needing protection is not the Native but the white man. — [957, 284, 1097, 398]
article-paragraph: Sydney, July 4. Norfolk Island reports that the yacht Wanderlust was driven ashore and totally wrecked. The crew and passengers were saved. — [15, 315, 154, 363]
dateline-credit: [BY ELECTRIC TELEGRAPH—COPYRIGHT] [UNITED PRESS ASSOCIATION.] (Received 9.0 a.m.) Washington, July 2. — [486, 1179, 625, 1216]
